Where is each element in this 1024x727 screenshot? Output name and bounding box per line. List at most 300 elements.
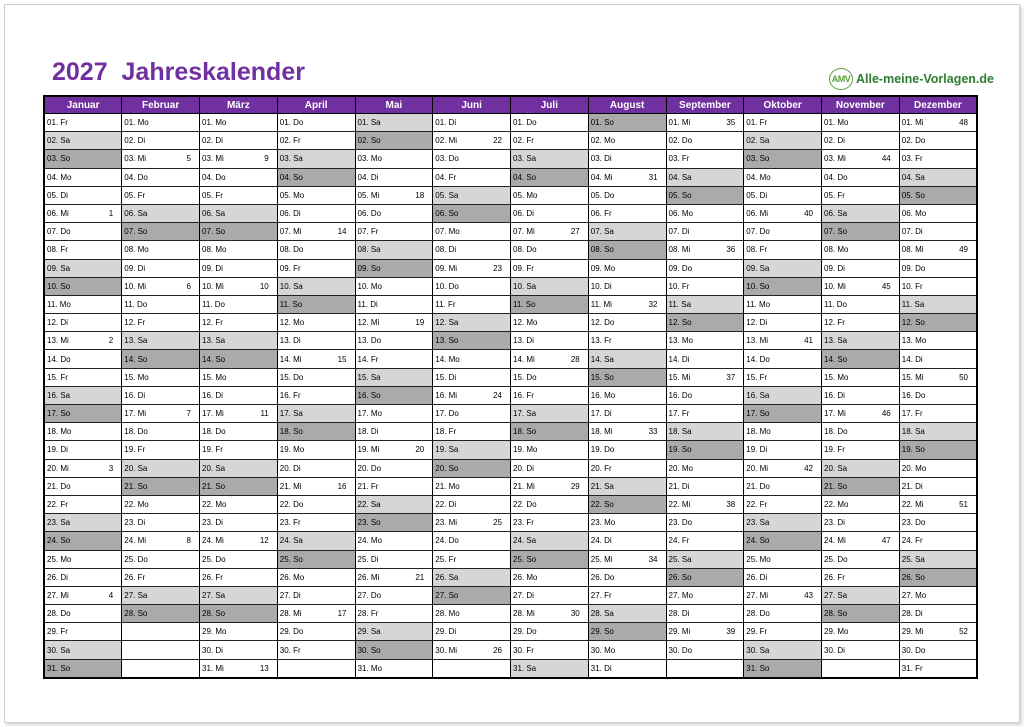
- week-number: 44: [881, 154, 891, 164]
- day-cell: [899, 586, 977, 604]
- day-cell: [588, 350, 666, 368]
- day-cell: [588, 605, 666, 623]
- week-number: 15: [337, 354, 347, 364]
- day-cell: [511, 441, 589, 459]
- day-cell: [511, 223, 589, 241]
- day-cell: [277, 114, 355, 132]
- day-cell: [200, 368, 278, 386]
- day-label: 07. So: [824, 227, 848, 237]
- day-label: 20. Mi: [47, 463, 69, 473]
- day-label: 19. Sa: [435, 445, 459, 455]
- day-label: 23. Sa: [746, 518, 770, 528]
- day-label: 08. Mi: [901, 245, 924, 255]
- brand[interactable]: [829, 67, 994, 91]
- day-cell: [666, 386, 744, 404]
- day-label: 27. Mo: [901, 590, 927, 600]
- day-label: 29. So: [590, 627, 614, 637]
- day-label: 05. Di: [746, 190, 768, 200]
- day-cell: [744, 150, 822, 168]
- day-cell: [355, 332, 433, 350]
- day-label: 23. Di: [124, 518, 146, 528]
- day-cell: [511, 150, 589, 168]
- week-number: 31: [648, 172, 658, 182]
- day-label: 18. Sa: [901, 427, 925, 437]
- week-number: 26: [493, 645, 502, 655]
- day-cell: [744, 223, 822, 241]
- day-row: [44, 605, 977, 623]
- day-label: 08. Di: [435, 245, 457, 255]
- day-label: 19. Fr: [202, 445, 223, 455]
- day-cell: [277, 368, 355, 386]
- day-label: 25. Do: [124, 554, 148, 564]
- day-label: 11. Mo: [47, 299, 71, 309]
- week-number: 33: [648, 427, 658, 437]
- day-label: 04. So: [513, 172, 537, 182]
- day-cell: [666, 605, 744, 623]
- day-row: [44, 459, 977, 477]
- week-number: 24: [493, 390, 502, 400]
- day-label: 30. Fr: [513, 645, 534, 655]
- day-cell: [200, 532, 278, 550]
- day-cell: [899, 641, 977, 659]
- week-number: 35: [726, 118, 736, 128]
- day-cell: [277, 168, 355, 186]
- day-row: [44, 623, 977, 641]
- day-cell: [44, 550, 122, 568]
- calendar-table: [43, 95, 978, 679]
- day-cell: [744, 259, 822, 277]
- day-row: [44, 441, 977, 459]
- day-label: 20. Sa: [202, 463, 226, 473]
- day-cell: [433, 150, 511, 168]
- day-cell: [433, 332, 511, 350]
- day-label: 17. So: [47, 409, 71, 419]
- day-label: 10. So: [746, 281, 770, 291]
- day-cell: [355, 314, 433, 332]
- day-cell: [511, 368, 589, 386]
- day-label: 19. Mi: [357, 445, 380, 455]
- day-cell: [899, 114, 977, 132]
- day-cell: [355, 532, 433, 550]
- day-label: 17. Mi: [824, 409, 846, 419]
- day-label: 12. Mo: [513, 318, 538, 328]
- day-cell: [44, 241, 122, 259]
- day-label: 10. Mo: [357, 281, 382, 291]
- day-cell: [666, 314, 744, 332]
- day-cell: [122, 150, 200, 168]
- day-label: 27. Fr: [590, 590, 612, 600]
- day-cell: [277, 241, 355, 259]
- day-label: 10. Fr: [668, 281, 690, 291]
- day-label: 02. Sa: [47, 136, 71, 146]
- day-label: 16. Mo: [590, 390, 616, 400]
- day-cell: [899, 295, 977, 313]
- day-label: 01. Mo: [124, 118, 149, 128]
- day-cell: [666, 204, 744, 222]
- day-label: 10. So: [47, 281, 71, 291]
- day-label: 20. Mi: [746, 463, 769, 473]
- day-label: 24. Fr: [668, 536, 690, 546]
- day-label: 04. Sa: [901, 172, 925, 182]
- day-cell: [355, 641, 433, 659]
- day-row: [44, 241, 977, 259]
- day-label: 28. So: [824, 609, 848, 619]
- day-label: 14. Di: [901, 354, 923, 364]
- day-cell: [511, 459, 589, 477]
- day-cell: [122, 368, 200, 386]
- day-label: 08. Mo: [124, 245, 149, 255]
- day-label: 27. Mo: [668, 590, 693, 600]
- day-label: 05. Mo: [279, 190, 305, 200]
- day-label: 30. Mi: [435, 645, 458, 655]
- day-label: 16. Mi: [435, 390, 458, 400]
- day-label: 23. Mi: [435, 518, 458, 528]
- day-cell: [899, 532, 977, 550]
- day-cell: [355, 277, 433, 295]
- day-cell: [44, 514, 122, 532]
- week-number: 20: [415, 445, 425, 455]
- day-cell: [355, 295, 433, 313]
- day-cell: [744, 168, 822, 186]
- day-cell: [666, 186, 744, 204]
- day-cell: [822, 405, 900, 423]
- day-label: 21. So: [824, 481, 848, 491]
- day-cell: [899, 332, 977, 350]
- day-cell: [277, 423, 355, 441]
- day-cell: [122, 550, 200, 568]
- day-cell: [122, 350, 200, 368]
- day-cell: [588, 277, 666, 295]
- day-cell: [822, 568, 900, 586]
- day-label: 22. Mo: [824, 500, 849, 510]
- day-label: 13. Fr: [590, 336, 612, 346]
- day-label: 10. Mi: [202, 281, 224, 291]
- day-cell: [588, 186, 666, 204]
- empty-cell: [822, 659, 900, 678]
- day-label: 22. Fr: [47, 500, 68, 510]
- day-label: 07. Di: [668, 227, 690, 237]
- day-label: 11. Mo: [746, 299, 771, 309]
- day-row: [44, 277, 977, 295]
- day-row: [44, 477, 977, 495]
- day-cell: [44, 168, 122, 186]
- month-header: April: [277, 96, 355, 114]
- day-cell: [122, 241, 200, 259]
- day-label: 14. Mi: [279, 354, 302, 364]
- day-label: 19. Do: [590, 445, 615, 455]
- day-cell: [588, 423, 666, 441]
- day-cell: [588, 332, 666, 350]
- day-label: 25. So: [279, 554, 303, 564]
- day-cell: [200, 150, 278, 168]
- day-label: 02. Fr: [513, 136, 534, 146]
- day-cell: [355, 441, 433, 459]
- day-cell: [511, 332, 589, 350]
- day-cell: [433, 641, 511, 659]
- day-cell: [355, 514, 433, 532]
- day-label: 18. Do: [124, 427, 148, 437]
- day-cell: [666, 332, 744, 350]
- day-cell: [899, 150, 977, 168]
- day-label: 09. So: [357, 263, 381, 273]
- day-label: 15. Mi: [668, 372, 691, 382]
- day-cell: [744, 623, 822, 641]
- day-label: 23. Di: [202, 518, 223, 528]
- day-cell: [588, 405, 666, 423]
- day-label: 12. Fr: [202, 318, 223, 328]
- day-label: 01. Mo: [202, 118, 227, 128]
- day-cell: [44, 623, 122, 641]
- day-row: [44, 132, 977, 150]
- day-cell: [122, 186, 200, 204]
- day-cell: [277, 568, 355, 586]
- day-row: [44, 204, 977, 222]
- week-number: 13: [259, 663, 269, 673]
- day-cell: [511, 568, 589, 586]
- day-label: 03. Mo: [357, 154, 382, 164]
- empty-cell: [122, 623, 200, 641]
- week-number: 2: [108, 336, 114, 346]
- day-row: [44, 405, 977, 423]
- day-label: 18. So: [279, 427, 303, 437]
- day-label: 08. Sa: [357, 245, 381, 255]
- week-number: 51: [959, 500, 968, 510]
- day-cell: [511, 423, 589, 441]
- day-cell: [822, 332, 900, 350]
- day-label: 28. So: [202, 609, 226, 619]
- day-row: [44, 586, 977, 604]
- day-cell: [200, 259, 278, 277]
- day-row: [44, 514, 977, 532]
- day-cell: [588, 204, 666, 222]
- day-cell: [744, 459, 822, 477]
- day-label: 19. Fr: [824, 445, 845, 455]
- month-header: September: [666, 96, 744, 114]
- day-label: 12. So: [668, 318, 692, 328]
- day-label: 06. Do: [357, 209, 382, 219]
- day-label: 05. Fr: [824, 190, 845, 200]
- day-label: 26. Mo: [279, 572, 305, 582]
- day-label: 29. Mi: [668, 627, 691, 637]
- day-cell: [588, 259, 666, 277]
- day-cell: [511, 295, 589, 313]
- day-cell: [666, 277, 744, 295]
- day-label: 09. Fr: [279, 263, 301, 273]
- day-cell: [44, 223, 122, 241]
- day-label: 10. Do: [435, 281, 459, 291]
- day-cell: [588, 550, 666, 568]
- day-cell: [511, 350, 589, 368]
- day-cell: [744, 514, 822, 532]
- day-label: 22. Do: [513, 500, 537, 510]
- day-label: 09. Di: [824, 263, 845, 273]
- month-header: Dezember: [899, 96, 977, 114]
- day-label: 02. Di: [202, 136, 223, 146]
- day-label: 25. Mo: [47, 554, 72, 564]
- day-cell: [277, 295, 355, 313]
- day-label: 26. Di: [746, 572, 768, 582]
- empty-cell: [666, 659, 744, 678]
- day-cell: [200, 295, 278, 313]
- day-label: 20. Sa: [124, 463, 148, 473]
- day-cell: [277, 314, 355, 332]
- day-cell: [122, 132, 200, 150]
- day-label: 12. Fr: [124, 318, 146, 328]
- day-label: 11. So: [513, 299, 536, 309]
- day-cell: [44, 277, 122, 295]
- day-cell: [44, 459, 122, 477]
- brand-name[interactable]: Alle-meine-Vorlagen.de: [856, 72, 994, 86]
- day-label: 21. Mi: [513, 481, 535, 491]
- day-cell: [44, 368, 122, 386]
- day-label: 19. So: [901, 445, 925, 455]
- day-row: [44, 314, 977, 332]
- day-cell: [433, 405, 511, 423]
- day-label: 27. Do: [357, 590, 382, 600]
- day-label: 09. Di: [202, 263, 223, 273]
- day-cell: [277, 386, 355, 404]
- day-cell: [122, 514, 200, 532]
- day-cell: [744, 295, 822, 313]
- week-number: 34: [648, 554, 658, 564]
- day-cell: [122, 295, 200, 313]
- day-label: 26. Fr: [124, 572, 146, 582]
- week-number: 32: [648, 299, 658, 309]
- day-cell: [200, 459, 278, 477]
- day-cell: [899, 223, 977, 241]
- day-label: 27. Sa: [202, 590, 226, 600]
- day-label: 22. Do: [279, 500, 304, 510]
- day-label: 12. Do: [590, 318, 615, 328]
- week-number: 50: [959, 372, 968, 382]
- day-label: 25. Sa: [668, 554, 692, 564]
- week-number: 40: [804, 209, 813, 219]
- day-row: [44, 386, 977, 404]
- day-label: 09. Fr: [513, 263, 534, 273]
- day-label: 22. Mo: [124, 500, 149, 510]
- day-label: 31. So: [47, 663, 71, 673]
- day-cell: [44, 332, 122, 350]
- day-label: 11. Fr: [435, 299, 456, 309]
- day-cell: [666, 441, 744, 459]
- day-label: 15. Mo: [202, 372, 227, 382]
- day-cell: [44, 114, 122, 132]
- day-label: 04. Mi: [590, 172, 613, 182]
- day-cell: [355, 114, 433, 132]
- day-label: 16. Sa: [47, 390, 71, 400]
- day-cell: [433, 314, 511, 332]
- day-label: 16. Do: [901, 390, 926, 400]
- day-cell: [744, 405, 822, 423]
- month-header-row: [44, 96, 977, 114]
- day-cell: [122, 441, 200, 459]
- day-cell: [822, 132, 900, 150]
- day-label: 21. Di: [901, 481, 923, 491]
- day-label: 22. Di: [435, 500, 457, 510]
- day-label: 30. Sa: [746, 645, 770, 655]
- week-number: 3: [108, 463, 114, 473]
- day-cell: [822, 495, 900, 513]
- day-cell: [744, 186, 822, 204]
- day-label: 13. Sa: [202, 336, 226, 346]
- day-cell: [200, 204, 278, 222]
- day-label: 04. Mo: [746, 172, 771, 182]
- day-label: 15. Do: [513, 372, 537, 382]
- day-label: 12. Fr: [824, 318, 845, 328]
- day-cell: [200, 186, 278, 204]
- day-cell: [433, 368, 511, 386]
- day-label: 30. Mo: [590, 645, 616, 655]
- day-cell: [588, 150, 666, 168]
- empty-cell: [122, 659, 200, 678]
- day-cell: [666, 241, 744, 259]
- day-label: 14. Fr: [357, 354, 379, 364]
- day-cell: [200, 605, 278, 623]
- day-label: 29. Mo: [202, 627, 227, 637]
- day-label: 06. Mi: [47, 209, 69, 219]
- day-label: 13. Sa: [124, 336, 148, 346]
- day-cell: [200, 550, 278, 568]
- day-label: 13. Sa: [824, 336, 848, 346]
- day-label: 22. Sa: [357, 500, 381, 510]
- day-label: 07. Fr: [357, 227, 379, 237]
- day-label: 11. Do: [824, 299, 847, 309]
- day-label: 24. Mi: [124, 536, 147, 546]
- day-cell: [822, 459, 900, 477]
- day-cell: [433, 350, 511, 368]
- day-label: 18. Fr: [435, 427, 457, 437]
- day-label: 24. Do: [435, 536, 459, 546]
- week-number: 11: [260, 409, 269, 419]
- day-label: 06. Mi: [746, 209, 769, 219]
- day-cell: [277, 459, 355, 477]
- day-row: [44, 568, 977, 586]
- day-cell: [744, 386, 822, 404]
- day-cell: [355, 477, 433, 495]
- day-label: 02. Sa: [746, 136, 770, 146]
- day-label: 31. Di: [590, 663, 612, 673]
- day-cell: [433, 132, 511, 150]
- week-number: 45: [881, 281, 891, 291]
- day-label: 07. Mi: [513, 227, 535, 237]
- day-label: 08. So: [590, 245, 614, 255]
- day-label: 26. So: [901, 572, 925, 582]
- day-label: 17. Do: [435, 409, 459, 419]
- day-label: 06. Mo: [668, 209, 693, 219]
- day-label: 29. Di: [435, 627, 457, 637]
- month-header: Juli: [511, 96, 589, 114]
- day-cell: [822, 259, 900, 277]
- day-cell: [433, 386, 511, 404]
- day-label: 02. Do: [668, 136, 693, 146]
- day-cell: [277, 477, 355, 495]
- day-label: 04. Mo: [47, 172, 72, 182]
- day-cell: [122, 495, 200, 513]
- day-cell: [744, 605, 822, 623]
- day-label: 03. So: [47, 154, 71, 164]
- day-label: 10. Mi: [824, 281, 846, 291]
- day-label: 03. Do: [435, 154, 459, 164]
- day-label: 26. Mi: [357, 572, 380, 582]
- day-cell: [744, 532, 822, 550]
- day-label: 12. So: [901, 318, 925, 328]
- day-label: 16. Sa: [746, 390, 770, 400]
- day-cell: [511, 314, 589, 332]
- day-label: 05. So: [668, 190, 692, 200]
- day-label: 13. Di: [279, 336, 301, 346]
- day-cell: [666, 259, 744, 277]
- day-label: 30. Fr: [279, 645, 301, 655]
